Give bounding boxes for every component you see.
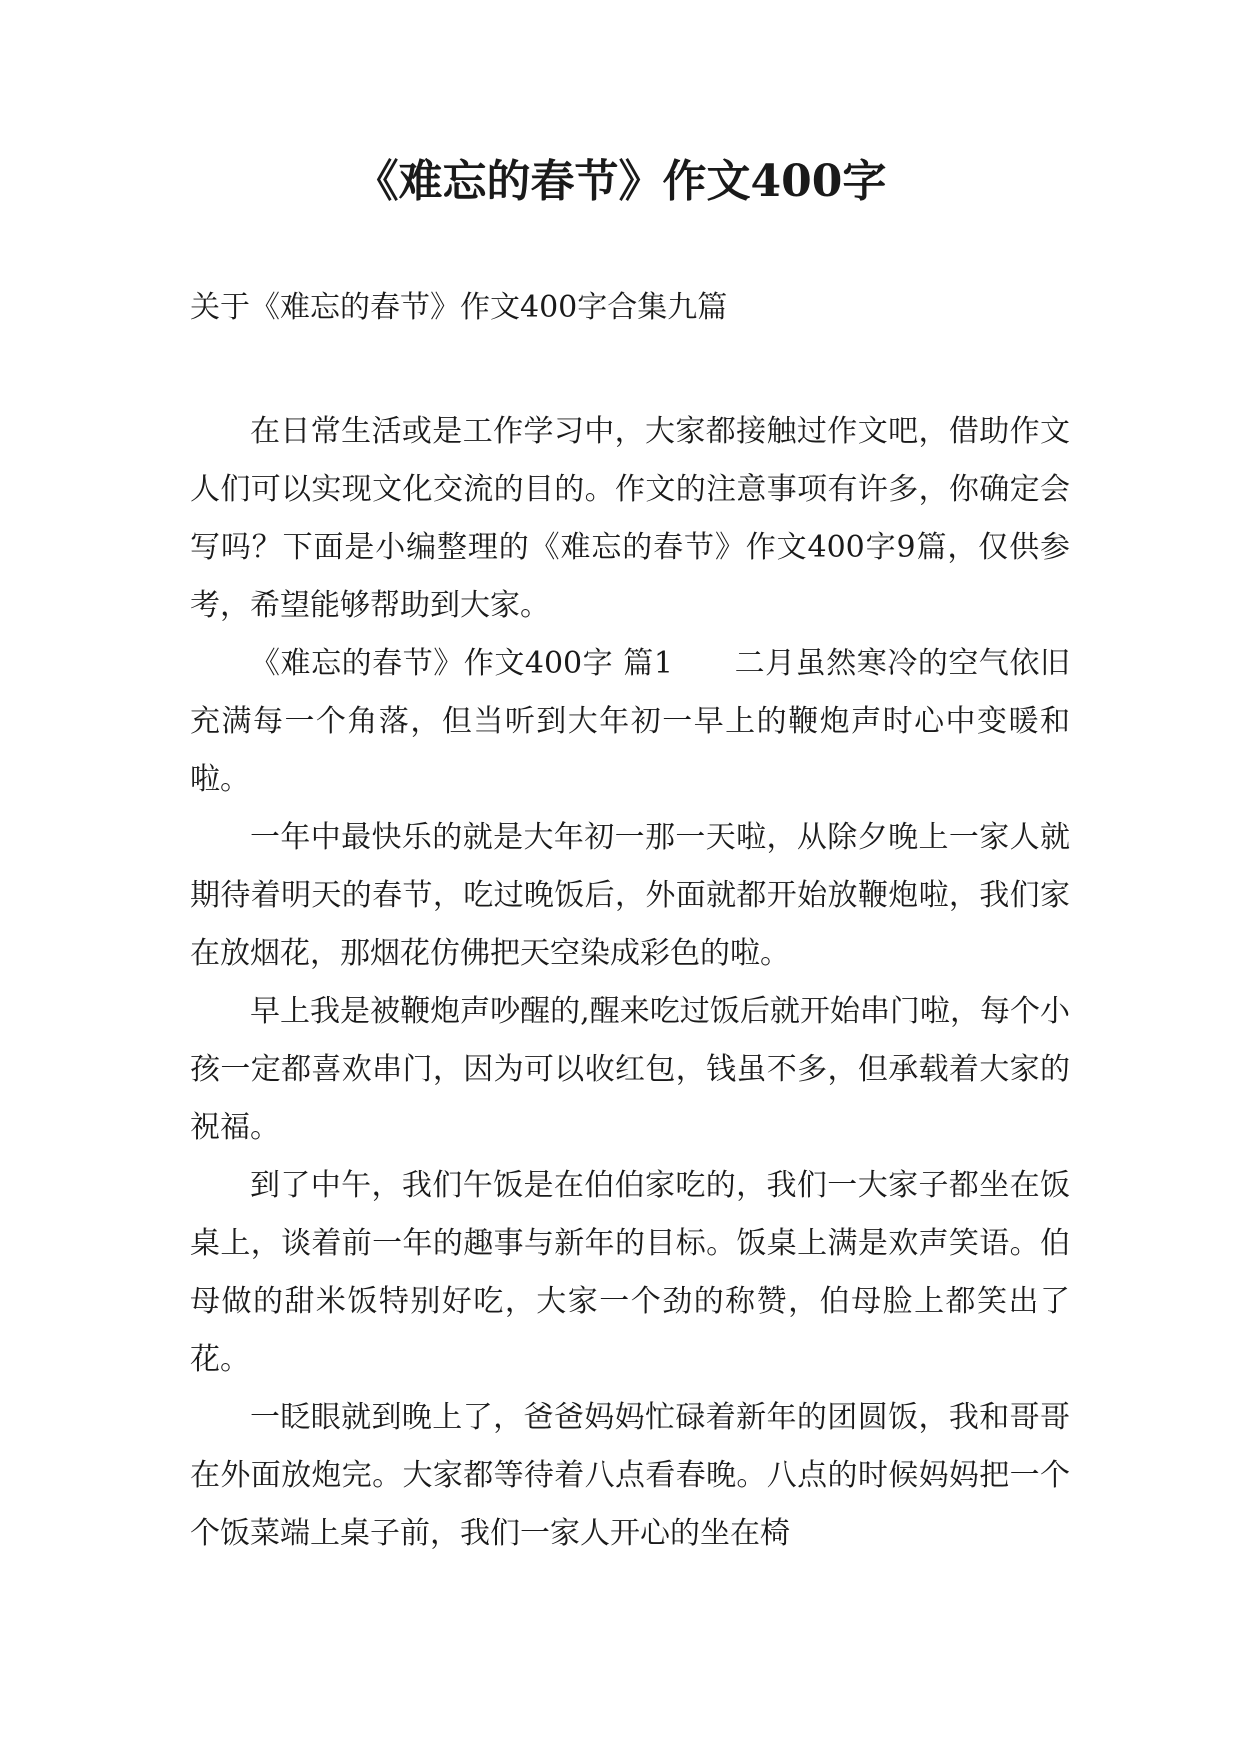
paragraph-lunch: 到了中午，我们午饭是在伯伯家吃的，我们一大家子都坐在饭桌上，谈着前一年的趣事与新年的目标。饭桌上满是欢声笑语。伯母做的甜米饭特别好吃，大家一个劲的称赞，伯母脸上都笑出了花。 [190,1168,1070,1377]
document-subtitle: 关于《难忘的春节》作文400字合集九篇 [190,290,728,325]
paragraph-evening: 一眨眼就到晚上了，爸爸妈妈忙碌着新年的团圆饭，我和哥哥在外面放炮完。大家都等待着八点看春晚。八点的时候妈妈把一个个饭菜端上桌子前，我们一家人开心的坐在椅 [190,1400,1070,1551]
paragraph-morning-visits: 早上我是被鞭炮声吵醒的,醒来吃过饭后就开始串门啦，每个小孩一定都喜欢串门，因为可以收红包，钱虽不多，但承载着大家的祝福。 [190,994,1070,1145]
document-body [190,403,1070,1563]
paragraph-new-year-eve: 一年中最快乐的就是大年初一那一天啦，从除夕晚上一家人就期待着明天的春节，吃过晚饭后，外面就都开始放鞭炮啦，我们家在放烟花，那烟花仿佛把天空染成彩色的啦。 [190,820,1070,971]
document-title: 《难忘的春节》作文400字 [354,156,887,207]
paragraph-essay-1-opening: 《难忘的春节》作文400字 篇1 二月虽然寒冷的空气依旧充满每一个角落，但当听到大年初一早上的鞭炮声时心中变暖和啦。 [190,646,1070,797]
paragraph-intro: 在日常生活或是工作学习中，大家都接触过作文吧，借助作文人们可以实现文化交流的目的。作文的注意事项有许多，你确定会写吗？下面是小编整理的《难忘的春节》作文400字9篇，仅供参考，希望能够帮助到大家。 [190,414,1070,623]
